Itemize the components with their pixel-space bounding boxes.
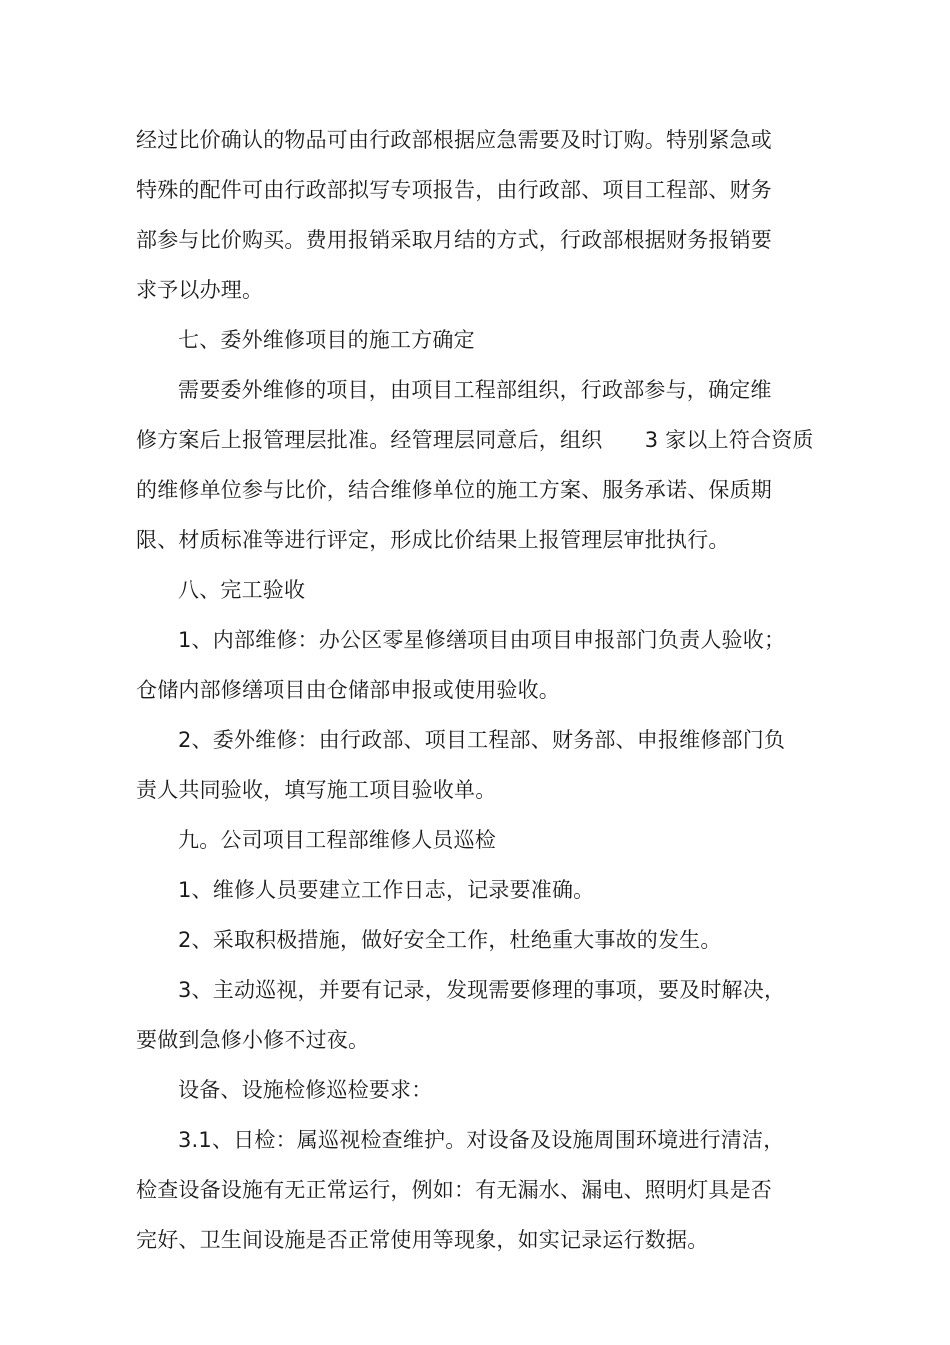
text-line: 1、维修人员要建立工作日志，记录要准确。 [178, 878, 595, 902]
text-line: 1、内部维修：办公区零星修缮项目由项目申报部门负责人验收； [178, 628, 786, 652]
section-heading: 八、完工验收 [178, 578, 306, 602]
section-heading: 七、委外维修项目的施工方确定 [178, 328, 475, 352]
text-line: 求予以办理。 [136, 278, 264, 302]
text-line: 特殊的配件可由行政部拟写专项报告，由行政部、项目工程部、财务 [136, 178, 772, 202]
text-line: 要做到急修小修不过夜。 [136, 1028, 370, 1052]
text-line: 2、委外维修：由行政部、项目工程部、财务部、申报维修部门负 [178, 728, 786, 752]
text-line: 3.1、日检：属巡视检查维护。对设备及设施周围环境进行清洁， [178, 1128, 785, 1152]
text-line: 经过比价确认的物品可由行政部根据应急需要及时订购。特别紧急或 [136, 128, 772, 152]
text-line: 检查设备设施有无正常运行，例如：有无漏水、漏电、照明灯具是否 [136, 1178, 772, 1202]
text-line: 限、材质标准等进行评定，形成比价结果上报管理层审批执行。 [136, 528, 730, 552]
text-line: 3、主动巡视，并要有记录，发现需要修理的事项，要及时解决， [178, 978, 786, 1002]
text-line: 责人共同验收，填写施工项目验收单。 [136, 778, 497, 802]
text-line: 完好、卫生间设施是否正常使用等现象，如实记录运行数据。 [136, 1228, 709, 1252]
section-heading: 设备、设施检修巡检要求： [178, 1078, 433, 1102]
text-line: 2、采取积极措施，做好安全工作，杜绝重大事故的发生。 [178, 928, 722, 952]
section-heading: 九。公司项目工程部维修人员巡检 [178, 828, 496, 852]
text-line: 的维修单位参与比价，结合维修单位的施工方案、服务承诺、保质期 [136, 478, 772, 502]
text-line: 仓储内部修缮项目由仓储部申报或使用验收。 [136, 678, 560, 702]
text-line: 需要委外维修的项目，由项目工程部组织，行政部参与，确定维 [178, 378, 772, 402]
text-line: 修方案后上报管理层批准。经管理层同意后，组织 3 家以上符合资质 [136, 428, 814, 452]
text-line: 部参与比价购买。费用报销采取月结的方式，行政部根据财务报销要 [136, 228, 772, 252]
